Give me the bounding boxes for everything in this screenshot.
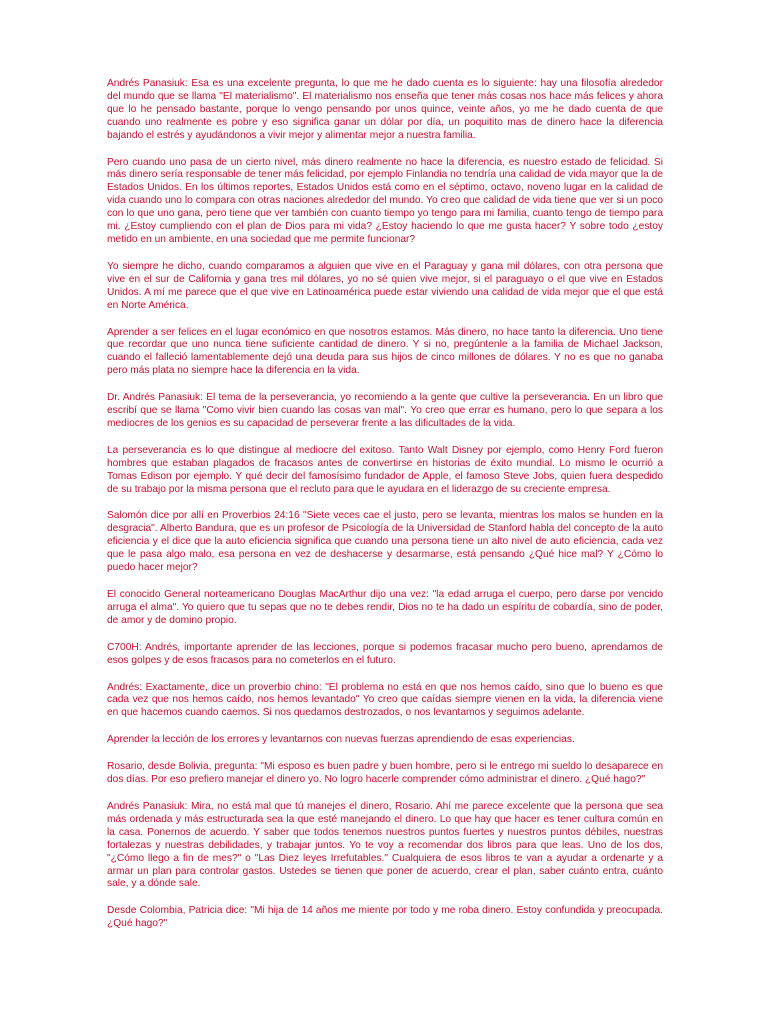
paragraph-14: Desde Colombia, Patricia dice: "Mi hija de 14 años me miente por todo y me roba dinero. Estoy confundida y preocupada. ¿Qué hago?": [107, 905, 663, 930]
paragraph-4: Aprender a ser felices en el lugar económico en que nosotros estamos. Más dinero, no hace tanto la diferencia. Uno tiene que recordar que uno nunca tiene suficiente cantidad de dinero. Y si no, pregúntenle a la familia de Michael Jackson, cuando el falleció lamentablemente dejó una deuda para sus hijos de cinco millones de dólares. Y no es que no ganaba pero más plata no siempre hace la diferencia en la vida.: [107, 326, 663, 377]
paragraph-13: Andrés Panasiuk: Mira, no está mal que tú manejes el dinero, Rosario. Ahí me parece excelente que la persona que sea más ordenada y más estructurada sea la que esté manejando el dinero. Lo que hay que hacer es tener cultura común en la casa. Ponernos de acuerdo. Y saber que todos tenemos nuestros puntos fuertes y nuestros puntos débiles, nuestras fortalezas y nuestras debilidades, y trabajar juntos. Yo te voy a recomendar dos libros para que leas. Uno de los dos, "¿Cómo llego a fin de mes?" o "Las Diez leyes Irrefutables." Cualquiera de esos libros te van a ayudar a ordenarte y a armar un plan para controlar gastos. Ustedes se tienen que poner de acuerdo, crear el plan, saber cuánto entra, cuánto sale, y a dónde sale.: [107, 800, 663, 890]
paragraph-5: Dr. Andrés Panasiuk: El tema de la perseverancia, yo recomiendo a la gente que cultive la perseverancia. En un libro que escribí que se llama "Como vivir bien cuando las cosas van mal". Yo creo que errar es humano, pero lo que separa a los mediocres de los genios es su capacidad de perseverar frente a las dificultades de la vida.: [107, 392, 663, 429]
paragraph-6: La perseverancia es lo que distingue al mediocre del exitoso. Tanto Walt Disney por ejemplo, como Henry Ford fueron hombres que estaban plagados de fracasos antes de convertirse en historias de éxito mundial. Lo mismo le ocurrió a Tomas Edison por ejemplo. Y qué decir del famosísimo fundador de Apple, el famoso Steve Jobs, quien fuera despedido de su trabajo por la misma persona que el recluto para que le ayudara en el liderazgo de su creciente empresa.: [107, 444, 663, 495]
paragraph-10: Andrés: Exactamente, dice un proverbio chino: "El problema no está en que nos hemos caído, sino que lo bueno es que cada vez que nos hemos caído, nos hemos levantado" Yo creo que caídas siempre vienen en la vida, la diferencia viene en que hacemos cuando caemos. Si nos quedamos destrozados, o nos levantamos y seguimos adelante.: [107, 681, 663, 719]
document-page: [107, 78, 663, 945]
paragraph-11: Aprender la lección de los errores y levantarnos con nuevas fuerzas aprendiendo de esas experiencias.: [107, 734, 575, 746]
paragraph-1: Andrés Panasiuk: Esa es una excelente pregunta, lo que me he dado cuenta es lo siguiente: hay una filosofía alrededor del mundo que se llama "El materialismo". El materialismo nos enseña que tener más cosas nos hace más felices y ahora que lo he pensado bastante, porque lo vengo pensando por unos quince, veinte años, yo me he dado cuenta de que cuando uno realmente es pobre y eso significa ganar un dólar por día, un poquitito mas de dinero hace la diferencia bajando el estrés y ayudándonos a vivir mejor y alimentar mejor a nuestra familia.: [107, 78, 663, 141]
paragraph-7: Salomón dice por allí en Proverbios 24:16 "Siete veces cae el justo, pero se levanta, mientras los malos se hunden en la desgracia". Alberto Bandura, que es un profesor de Psicología de la Universidad de Stanford habla del concepto de la auto eficiencia y el dice que la auto eficiencia significa que cuando una persona tiene un alto nivel de auto eficiencia, cada vez que le pasa algo malo, esa persona en vez de deshacerse y desarmarse, está pensando ¿Qué hice mal? Y ¿Cómo lo puedo hacer mejor?: [107, 510, 663, 574]
paragraph-9: C700H: Andrés, importante aprender de las lecciones, porque si podemos fracasar mucho pero bueno, aprendamos de esos golpes y de esos fracasos para no cometerlos en el futuro.: [107, 641, 663, 666]
paragraph-3: Yo siempre he dicho, cuando comparamos a alguien que vive en el Paraguay y gana mil dólares, con otra persona que vive en el sur de California y gana tres mil dólares, yo no sé quien vive mejor, si el paraguayo o el que vive en Estados Unidos. A mí me parece que el que vive en Latinoamérica puede estar viviendo una calidad de vida mejor que el que está en Norte América.: [107, 260, 663, 311]
paragraph-12: Rosario, desde Bolivia, pregunta: "Mi esposo es buen padre y buen hombre, pero si le entrego mi sueldo lo desaparece en dos días. Por eso prefiero manejar el dinero yo. No logro hacerle comprender cómo administrar el dinero. ¿Qué hago?": [107, 761, 663, 786]
paragraph-8: El conocido General norteamericano Douglas MacArthur dijo una vez: "la edad arruga el cuerpo, pero darse por vencido arruga el alma". Yo quiero que tu sepas que no te debes rendir, Dios no te ha dado un espíritu de cobardía, sino de poder, de amor y de domino propio.: [107, 589, 663, 626]
paragraph-2: Pero cuando uno pasa de un cierto nivel, más dinero realmente no hace la diferencia, es nuestro estado de felicidad. Si más dinero sería responsable de tener más felicidad, por ejemplo Finlandia no tendría una calidad de vida mayor que la de Estados Unidos. En los últimos reportes, Estados Unidos está como en el séptimo, octavo, noveno lugar en la calidad de vida cuando uno lo compara con otras naciones alrededor del mundo. Yo creo que calidad de vida tiene que ver si un poco con lo que uno gana, pero tiene que ver también con cuanto tiempo yo tengo para mi familia, cuanto tengo de tiempo para mi. ¿Estoy cumpliendo con el plan de Dios para mi vida? ¿Estoy haciendo lo que me gusta hacer? Y sobre todo ¿estoy metido en un ambiente, en una sociedad que me permite funcionar?: [107, 156, 663, 245]
